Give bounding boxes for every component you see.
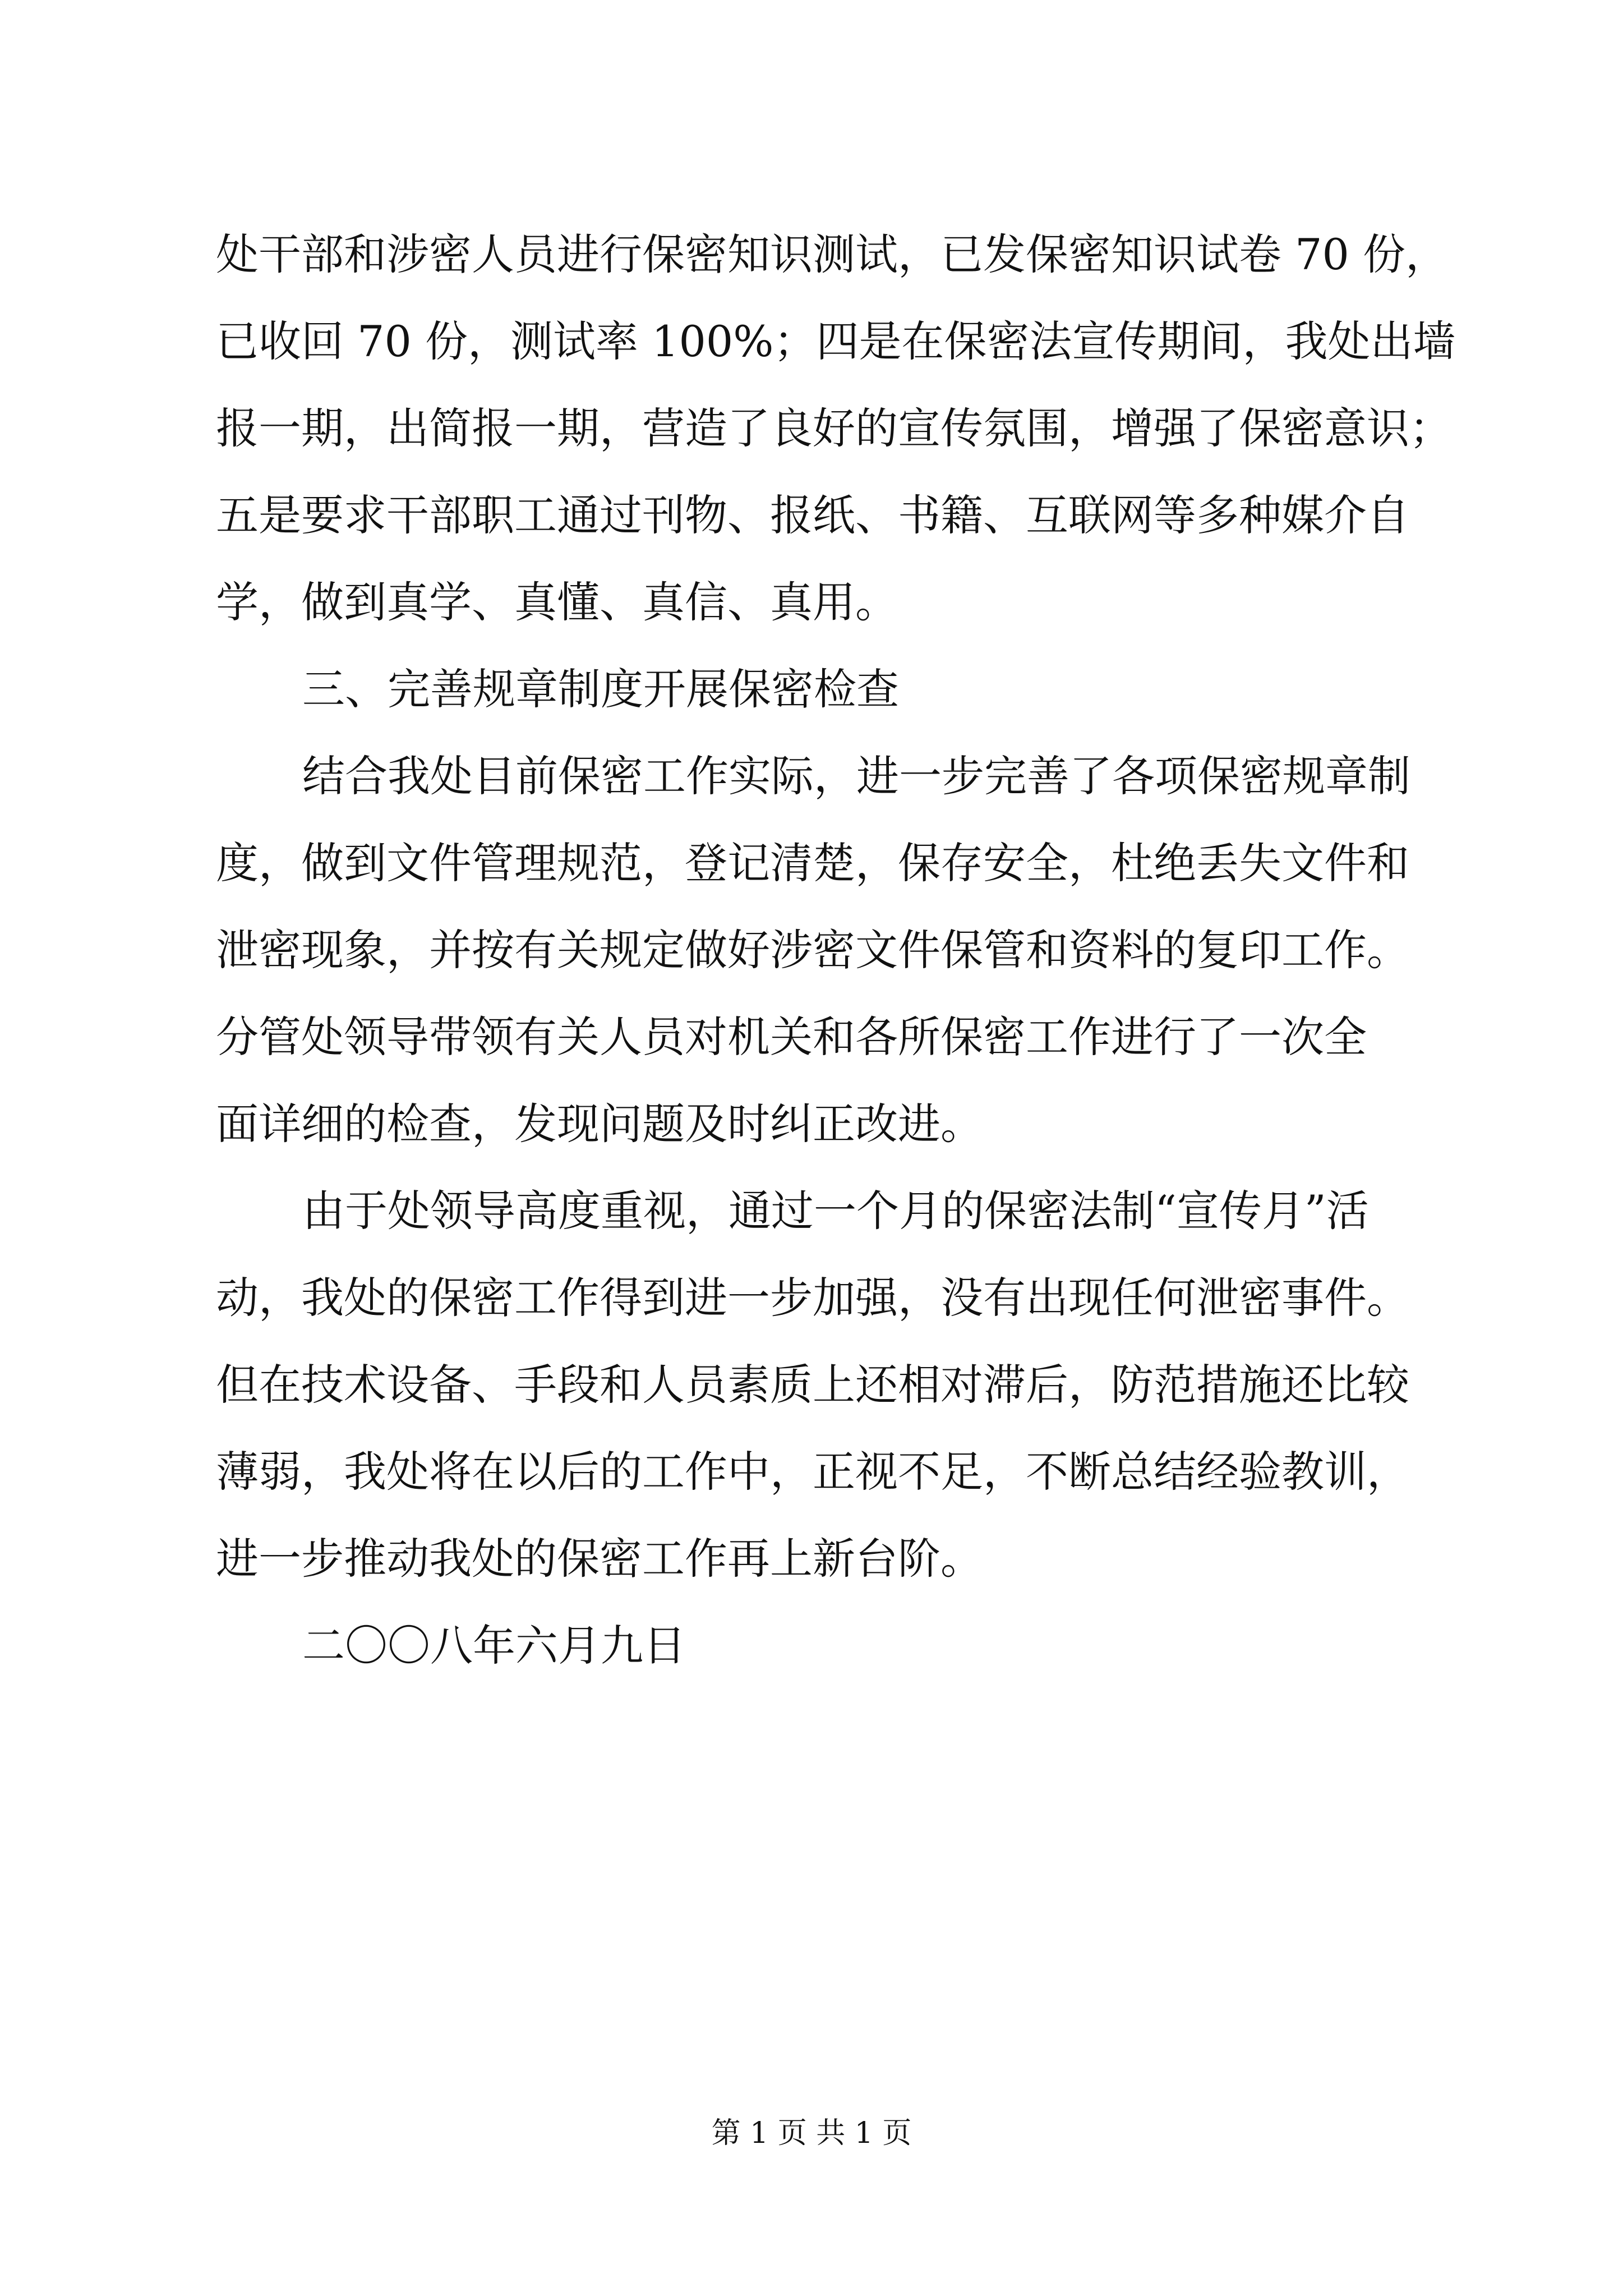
text-line-9: 泄密现象，并按有关规定做好涉密文件保管和资料的复印工作。 [216, 925, 1409, 975]
document-date: 二〇〇八年六月九日 [302, 1621, 686, 1671]
text-line-8: 度，做到文件管理规范，登记清楚，保存安全，杜绝丢失文件和 [216, 838, 1409, 888]
text-line-4: 五是要求干部职工通过刊物、报纸、书籍、互联网等多种媒介自 [216, 490, 1409, 540]
text-line-12: 由于处领导高度重视，通过一个月的保密法制“宣传月”活 [302, 1186, 1369, 1236]
text-line-7: 结合我处目前保密工作实际，进一步完善了各项保密规章制 [302, 751, 1410, 801]
text-line-10: 分管处领导带领有关人员对机关和各所保密工作进行了一次全 [216, 1012, 1367, 1062]
page-number-footer: 第 1 页 共 1 页 [711, 2116, 912, 2150]
section-heading: 三、完善规章制度开展保密检查 [302, 664, 899, 714]
text-line-14: 但在技术设备、手段和人员素质上还相对滞后，防范措施还比较 [216, 1360, 1409, 1410]
text-line-3: 报一期，出简报一期，营造了良好的宣传氛围，增强了保密意识； [216, 403, 1452, 453]
text-line-1: 处干部和涉密人员进行保密知识测试，已发保密知识试卷 70 份， [216, 229, 1449, 279]
text-line-13: 动，我处的保密工作得到进一步加强，没有出现任何泄密事件。 [216, 1273, 1409, 1323]
text-line-5: 学，做到真学、真懂、真信、真用。 [216, 577, 898, 627]
text-line-15: 薄弱，我处将在以后的工作中，正视不足，不断总结经验教训， [216, 1447, 1409, 1497]
text-line-11: 面详细的检查，发现问题及时纠正改进。 [216, 1099, 983, 1149]
text-line-2: 已收回 70 份，测试率 100%；四是在保密法宣传期间，我处出墙 [216, 316, 1456, 366]
text-line-16: 进一步推动我处的保密工作再上新台阶。 [216, 1534, 983, 1584]
